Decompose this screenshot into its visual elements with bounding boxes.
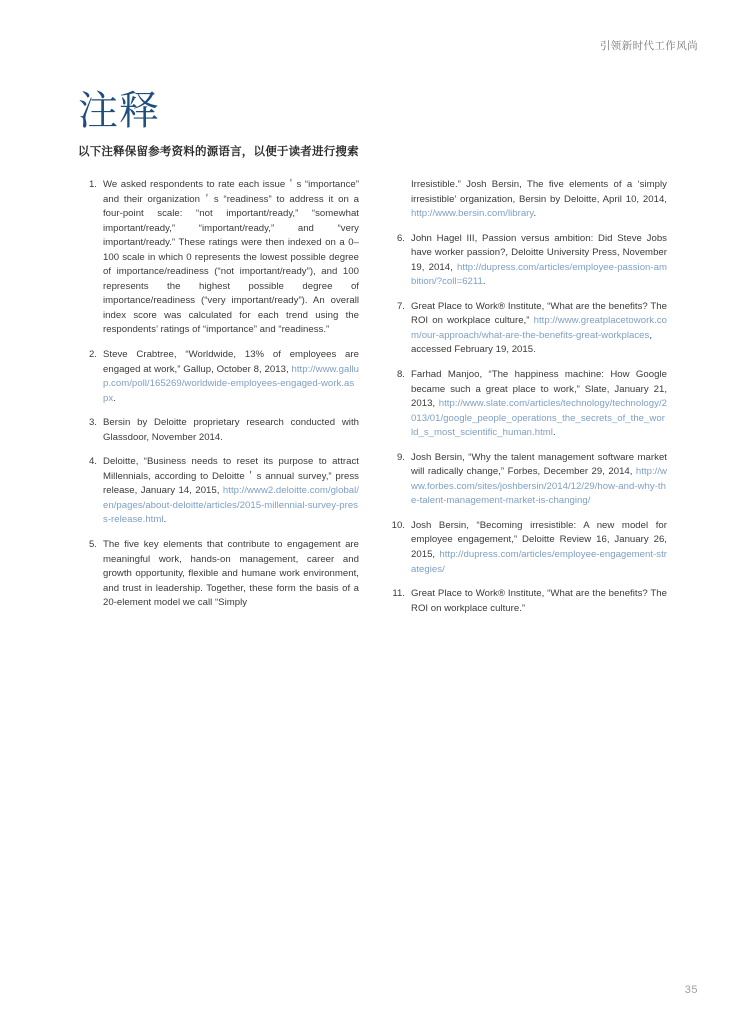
endnote-item xyxy=(386,368,667,441)
endnote-link[interactable]: http://www.slate.com/articles/technology/technology/2013/01/google_people_operations_the_secrets_of_the_world_s_most_scientific_human.html xyxy=(411,398,667,439)
endnote-text: Great Place to Work® Institute, “What are the benefits? The ROI on workplace culture.” xyxy=(411,588,667,614)
endnote-link[interactable]: http://www.forbes.com/sites/joshbersin/2014/12/29/how-and-why-the-talent-management-market-is-changing/ xyxy=(411,466,667,507)
endnote-item xyxy=(386,232,667,290)
running-header: 引领新时代工作风尚 xyxy=(599,40,698,52)
endnote-item xyxy=(78,416,359,445)
endnote-text: Josh Bersin, “Becoming irresistible: A new model for employee engagement,” Deloitte Review 16, January 26, 2015, http://dupress.com/articles/employee-engagement-strategies/ xyxy=(411,519,667,575)
title-block xyxy=(78,88,658,161)
endnote-text: Farhad Manjoo, “The happiness machine: How Google became such a great place to work,” Slate, January 21, 2013, http://www.slate.com/articles/technology/technology/2013/01/google_people_operations_the_secrets_of_the_world_s_most_scientific_human.html. xyxy=(411,369,667,439)
endnote-number: 10. xyxy=(391,519,405,531)
endnote-number: 2. xyxy=(88,349,97,361)
endnote-text: John Hagel III, Passion versus ambition: Did Steve Jobs have worker passion?, Deloitte University Press, November 19, 2014, http://dupress.com/articles/employee-passion-ambition/?coll=6211. xyxy=(411,232,667,288)
endnote-number: 8. xyxy=(396,369,405,381)
endnote-text: Josh Bersin, “Why the talent management software market will radically change,” Forbes, December 29, 2014, http://www.forbes.com/sites/joshbersin/2014/12/29/how-and-why-the-talent-management-market-is-changing/ xyxy=(411,451,667,507)
page-number: 35 xyxy=(684,984,698,996)
endnote-text: The five key elements that contribute to engagement are meaningful work, hands-on management, career and growth opportunity, flexible and humane work environment, and trust in leadership. Together, these form the basis of a 20-element model we call “Simply xyxy=(103,539,359,609)
endnote-number: 1. xyxy=(88,179,97,190)
endnote-link[interactable]: http://dupress.com/articles/employee-engagement-strategies/ xyxy=(411,549,667,575)
endnote-number: 6. xyxy=(396,232,405,244)
endnote-link[interactable]: http://www.greatplacetowork.com/our-approach/what-are-the-benefits-great-workplaces xyxy=(411,315,667,341)
endnote-link[interactable]: http://www2.deloitte.com/global/en/pages/about-deloitte/articles/2015-millennial-survey-press-release.html xyxy=(103,485,359,526)
endnote-item xyxy=(386,587,667,616)
endnote-item xyxy=(78,538,359,611)
endnote-number: 9. xyxy=(396,451,405,463)
endnote-text: Deloitte, “Business needs to reset its purpose to attract Millennials, according to Deloitte＇s annual survey,” press release, January 14, 2015, http://www2.deloitte.com/global/en/pages/about-deloitte/articles/2015-millennial-survey-press-release.html. xyxy=(103,456,359,526)
endnote-item xyxy=(78,455,359,528)
endnote-number: 4. xyxy=(88,456,97,468)
endnote-number: 11. xyxy=(392,588,405,600)
endnote-number: 5. xyxy=(88,539,97,551)
endnote-item xyxy=(78,348,359,406)
endnote-link[interactable]: http://dupress.com/articles/employee-passion-ambition/?coll=6211 xyxy=(411,261,667,288)
endnotes-column-left xyxy=(78,178,359,616)
endnotes-column-right xyxy=(386,178,667,616)
endnote-number: 3. xyxy=(88,417,97,429)
endnote-text: Great Place to Work® Institute, “What are the benefits? The ROI on workplace culture,” http://www.greatplacetowork.com/our-approach/what-are-the-benefits-great-workplaces, accessed February 19, 2015. xyxy=(411,300,667,356)
endnote-text: We asked respondents to rate each issue＇s “importance” and their organization＇s “readiness” to address it on a four-point scale: “not important/ready,” “somewhat important/ready,” “important/ready,” and “very important/ready.” These ratings were then indexed on a 0–100 scale in which 0 represents the lowest possible degree of importance/readiness (“not important/ready”), and 100 represents the highest possible degree of importance/readiness (“very important/ready”). An overall index score was calculated for each trend using the respondents’ ratings of “importance” and “readiness.” xyxy=(103,179,359,336)
endnote-link[interactable]: http://www.bersin.com/library xyxy=(411,208,534,220)
page-title: 注释 xyxy=(78,89,160,133)
endnote-text: Irresistible.” Josh Bersin, The five elements of a ‘simply irresistible’ organization, Bersin by Deloitte, April 10, 2014, http://www.bersin.com/library. xyxy=(411,179,667,220)
endnote-number: 7. xyxy=(396,300,405,312)
endnote-text: Bersin by Deloitte proprietary research conducted with Glassdoor, November 2014. xyxy=(103,417,359,443)
endnote-item xyxy=(386,519,667,577)
endnote-item xyxy=(386,300,667,358)
endnote-item xyxy=(78,178,359,338)
endnote-link[interactable]: http://www.gallup.com/poll/165269/worldwide-employees-engaged-work.aspx xyxy=(103,363,359,404)
endnote-item xyxy=(386,451,667,509)
page-subtitle: 以下注释保留参考资料的源语言，以便于读者进行搜索 xyxy=(78,146,359,158)
endnotes-area xyxy=(78,178,667,616)
endnote-text: Steve Crabtree, “Worldwide, 13% of employees are engaged at work,” Gallup, October 8, 2013, http://www.gallup.com/poll/165269/worldwide-employees-engaged-work.aspx. xyxy=(103,349,359,404)
endnote-item xyxy=(386,178,667,222)
